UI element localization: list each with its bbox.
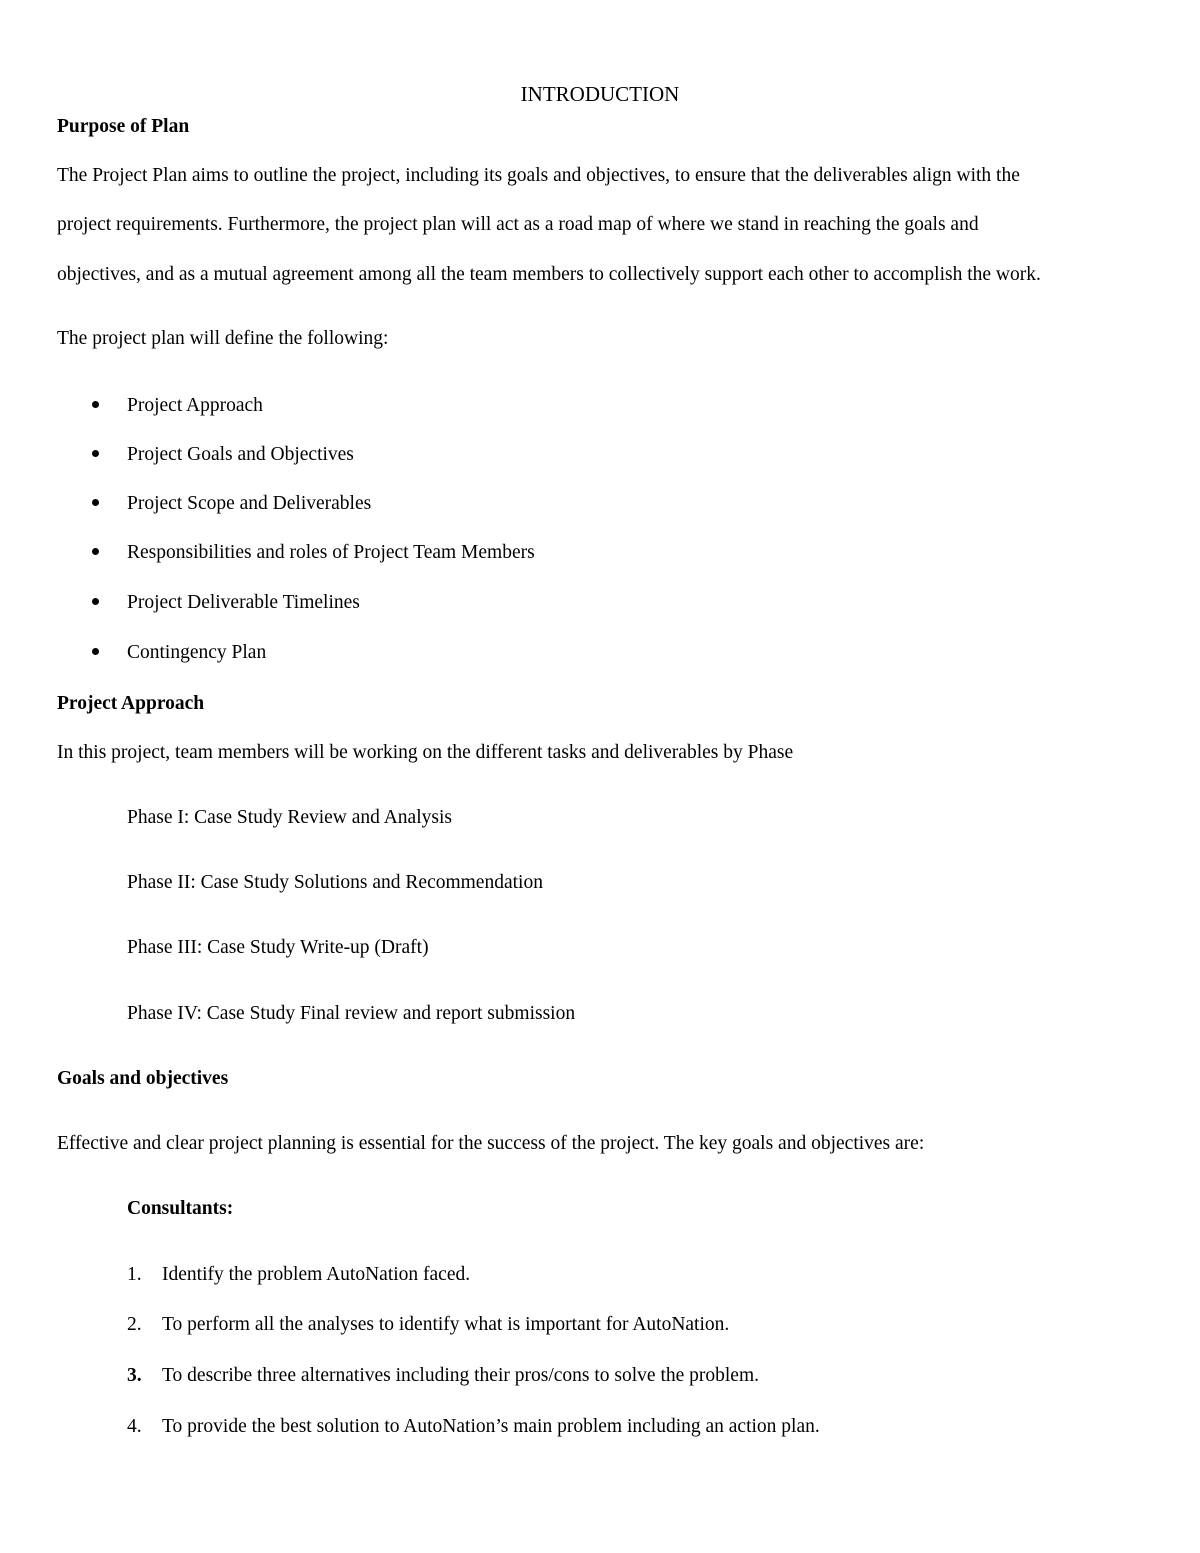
list-number: 1. <box>127 1264 142 1285</box>
bullet-marker <box>92 450 99 457</box>
numbered-item: Identify the problem AutoNation faced. <box>162 1264 471 1285</box>
bullet-marker <box>92 548 99 555</box>
page-title: INTRODUCTION <box>520 82 680 106</box>
bullet-marker <box>92 401 99 408</box>
paragraph-line: objectives, and as a mutual agreement among all the team members to collectively support each other to accomplish the work. <box>57 264 1041 285</box>
section-heading-goals: Goals and objectives <box>57 1068 229 1089</box>
list-item: Project Deliverable Timelines <box>127 592 360 613</box>
section-heading-approach: Project Approach <box>57 693 205 714</box>
list-item: Project Scope and Deliverables <box>127 493 372 514</box>
approach-intro: In this project, team members will be working on the different tasks and deliverables by Phase <box>57 742 794 763</box>
bullet-marker <box>92 648 99 655</box>
list-number: 4. <box>127 1416 142 1437</box>
numbered-item: To describe three alternatives including their pros/cons to solve the problem. <box>162 1365 760 1386</box>
numbered-item: To perform all the analyses to identify what is important for AutoNation. <box>162 1314 730 1335</box>
bullet-marker <box>92 499 99 506</box>
list-number: 2. <box>127 1314 142 1335</box>
bullet-marker <box>92 598 99 605</box>
goals-intro: Effective and clear project planning is essential for the success of the project. The key goals and objectives are: <box>57 1133 925 1154</box>
phase-item: Phase III: Case Study Write-up (Draft) <box>127 937 429 958</box>
section-heading-purpose: Purpose of Plan <box>57 116 190 137</box>
paragraph-line: project requirements. Furthermore, the project plan will act as a road map of where we stand in reaching the goals and <box>57 214 979 235</box>
list-intro: The project plan will define the following: <box>57 328 389 349</box>
list-item: Project Goals and Objectives <box>127 444 354 465</box>
phase-item: Phase IV: Case Study Final review and report submission <box>127 1003 576 1024</box>
numbered-item: To provide the best solution to AutoNation’s main problem including an action plan. <box>162 1416 820 1437</box>
list-item: Responsibilities and roles of Project Team Members <box>127 542 535 563</box>
list-item: Project Approach <box>127 395 263 416</box>
list-item: Contingency Plan <box>127 642 267 663</box>
list-number: 3. <box>127 1365 142 1386</box>
paragraph-line: The Project Plan aims to outline the project, including its goals and objectives, to ensure that the deliverables align with the <box>57 165 1020 186</box>
phase-item: Phase I: Case Study Review and Analysis <box>127 807 452 828</box>
phase-item: Phase II: Case Study Solutions and Recommendation <box>127 872 543 893</box>
consultants-subheading: Consultants: <box>127 1198 234 1219</box>
